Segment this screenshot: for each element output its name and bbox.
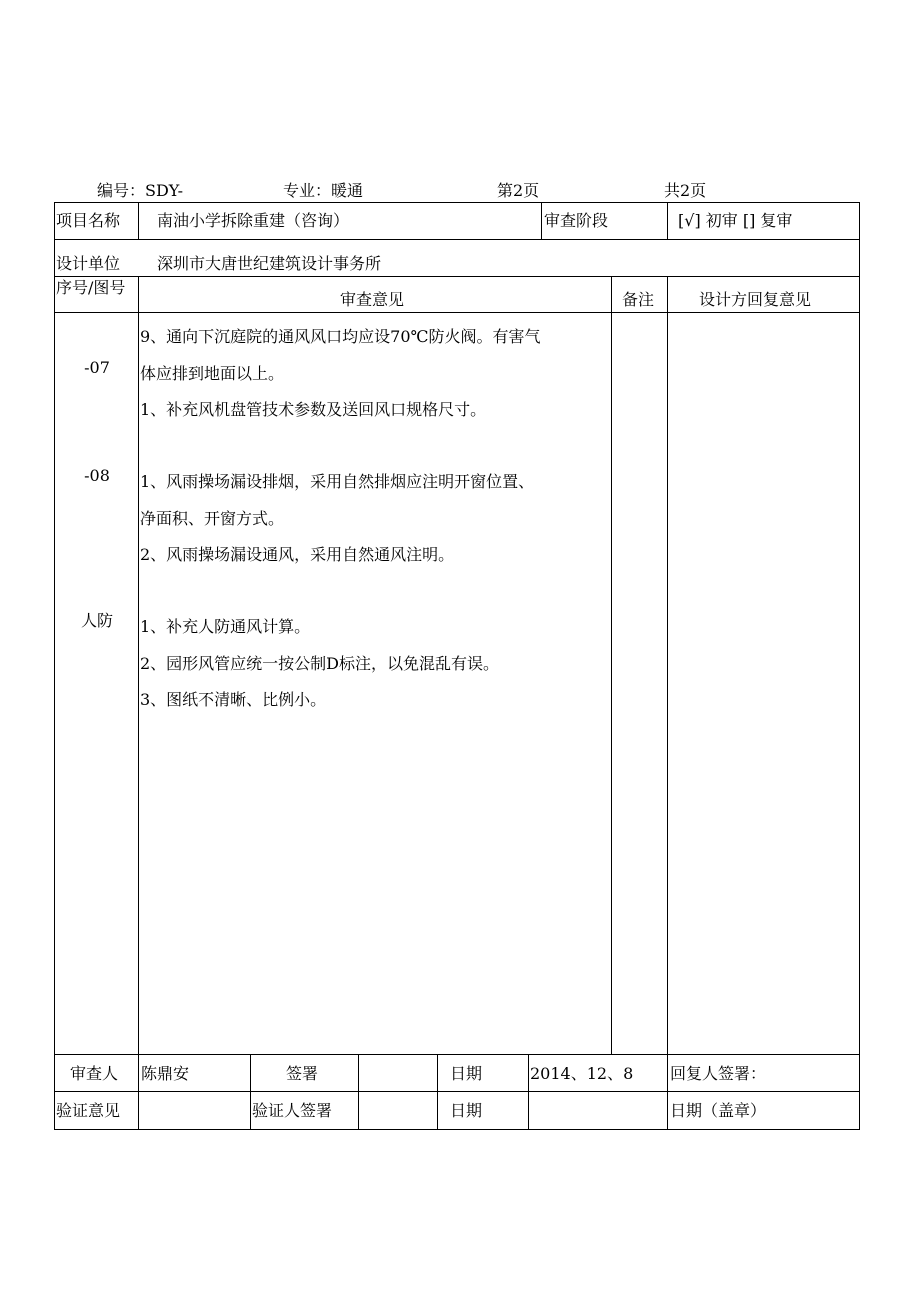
opinion-line: 1、补充风机盘管技术参数及送回风口规格尺寸。 [140, 400, 487, 419]
reply-sign-label: 回复人签署： [670, 1064, 767, 1083]
table-rule [528, 1054, 529, 1130]
table-rule [138, 276, 139, 1055]
project-name-label: 项目名称 [56, 211, 121, 230]
review-date-value: 2014、12、8 [530, 1064, 634, 1083]
table-border-right [859, 202, 860, 1130]
review-stage-label: 审查阶段 [544, 211, 609, 230]
column-header-reply: 设计方回复意见 [699, 290, 812, 309]
table-rule [138, 202, 139, 239]
table-rule [138, 1054, 139, 1130]
column-header-seq: 序号/图号 [56, 278, 126, 297]
opinion-line: 2、园形风管应统一按公制D标注，以免混乱有误。 [140, 654, 500, 673]
review-stage-value: [√] 初审 [] 复审 [678, 211, 793, 230]
verification-date-label: 日期 [450, 1101, 483, 1120]
table-border-bottom [54, 1129, 860, 1130]
table-rule [667, 202, 668, 239]
date-stamp-label: 日期（盖章） [670, 1101, 767, 1120]
review-date-label: 日期 [450, 1064, 483, 1083]
column-header-opinion: 审查意见 [340, 290, 405, 309]
sequence-label: -08 [84, 466, 110, 485]
form-major: 专业：暖通 [283, 181, 364, 200]
table-rule [54, 239, 860, 240]
form-code: 编号：SDY- [97, 181, 184, 200]
table-rule [667, 276, 668, 1055]
verifier-sign-label: 验证人签署 [252, 1101, 333, 1120]
table-border-top [54, 202, 860, 203]
table-rule [54, 1091, 860, 1092]
table-rule [541, 202, 542, 239]
table-border-left [54, 202, 55, 1130]
column-header-note: 备注 [622, 290, 655, 309]
opinion-line: 1、风雨操场漏设排烟，采用自然排烟应注明开窗位置、 [140, 472, 535, 491]
form-page-number: 第2页 [497, 181, 540, 200]
table-rule [250, 1054, 251, 1130]
sequence-label: -07 [84, 358, 110, 377]
table-rule [437, 1054, 438, 1130]
table-rule [54, 1054, 860, 1055]
project-name-value: 南油小学拆除重建（咨询） [157, 211, 350, 230]
table-rule [358, 1054, 359, 1130]
reviewer-name: 陈鼎安 [141, 1064, 190, 1083]
opinion-line: 1、补充人防通风计算。 [140, 617, 311, 636]
reviewer-sign-label: 签署 [286, 1064, 319, 1083]
opinion-line: 3、图纸不清晰、比例小。 [140, 690, 327, 709]
opinion-line: 体应排到地面以上。 [140, 364, 285, 383]
opinion-line: 2、风雨操场漏设通风，采用自然通风注明。 [140, 545, 455, 564]
opinion-line: 9、通向下沉庭院的通风风口均应设70℃防火阀。有害气 [140, 327, 541, 346]
table-rule [54, 276, 860, 277]
form-page-total: 共2页 [664, 181, 707, 200]
sequence-label: 人防 [80, 611, 113, 630]
verification-label: 验证意见 [56, 1101, 121, 1120]
opinion-line: 净面积、开窗方式。 [140, 509, 285, 528]
table-rule [54, 312, 860, 313]
design-unit-label: 设计单位 [56, 254, 121, 273]
design-unit-value: 深圳市大唐世纪建筑设计事务所 [157, 254, 382, 273]
table-rule [611, 276, 612, 1055]
table-rule [667, 1054, 668, 1130]
reviewer-label: 审查人 [70, 1064, 119, 1083]
